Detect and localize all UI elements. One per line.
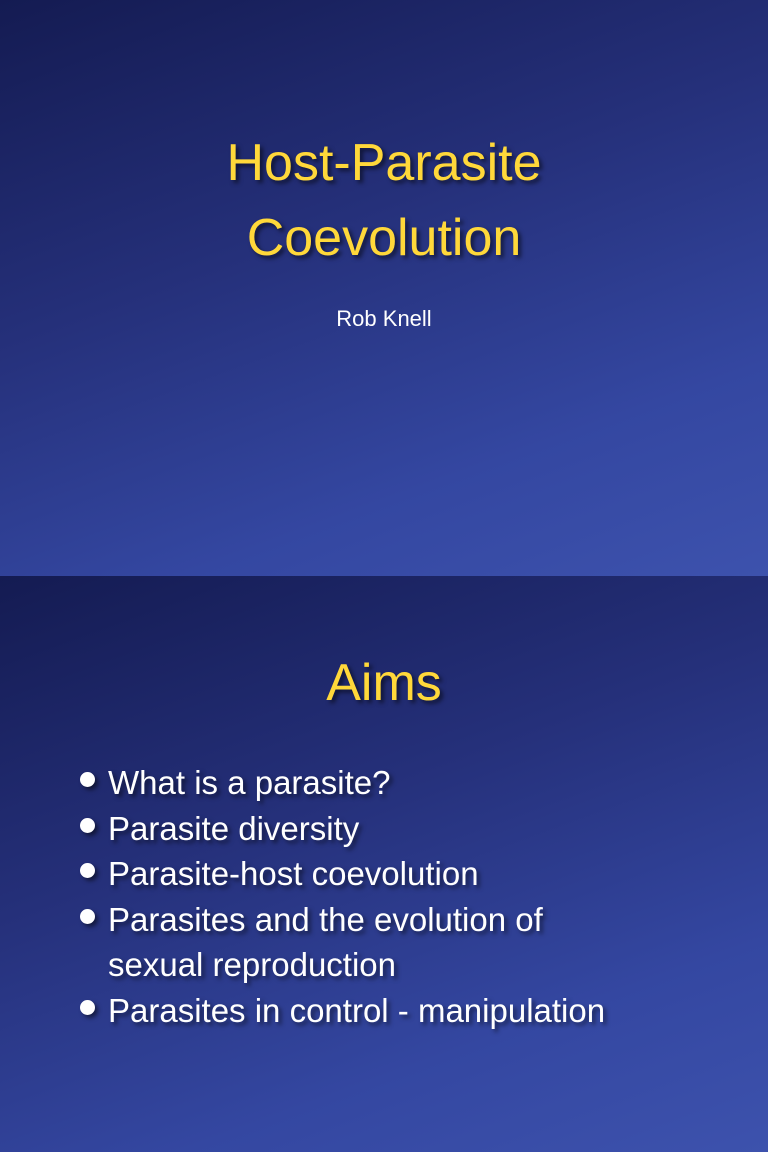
bullet-text: Parasite-host coevolution [108,855,479,892]
aims-slide [0,576,768,1152]
bullet-dot-icon [80,1000,95,1015]
slide-title-line-2: Coevolution [246,209,522,267]
slide-title-line-1: Host-Parasite [226,134,542,192]
bullet-dot-icon [80,772,95,787]
bullet-item [78,806,758,852]
aims-title: Aims [326,654,442,712]
bullet-text: Parasite diversity [108,809,360,847]
slide-title [0,126,768,276]
bullet-dot-icon [80,909,95,924]
bullet-item [78,988,758,1034]
bullet-item [78,760,758,806]
author-name: Rob Knell [336,306,432,331]
bullet-dot-icon [80,818,95,833]
bullet-item [78,897,628,988]
bullet-text: What is a parasite? [108,764,391,801]
bullet-dot-icon [80,863,95,878]
bullet-text: Parasites in control - manipulation [108,991,606,1029]
bullet-text: Parasites and the evolution of sexual reproduction [108,900,543,983]
aims-bullet-list [78,760,758,1033]
bullet-item [78,851,758,897]
